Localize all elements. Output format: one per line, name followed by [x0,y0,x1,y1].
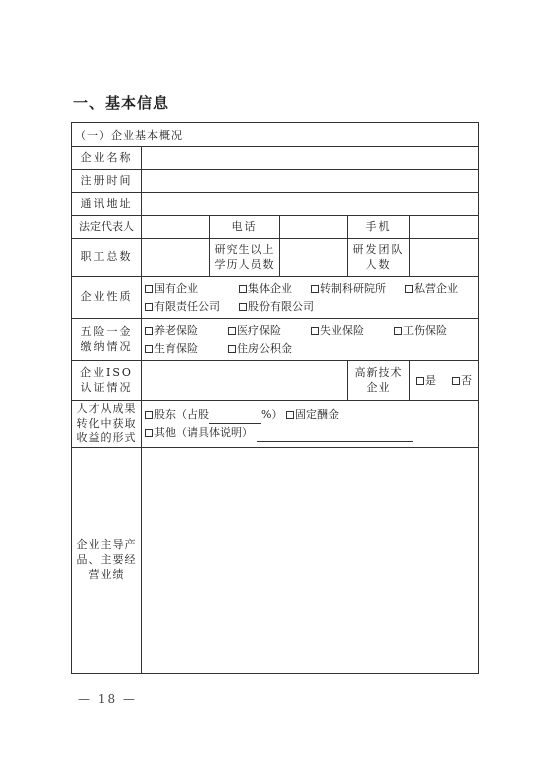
nature-option-research[interactable]: 转制科研院所 [311,280,405,297]
hightech-option-no[interactable]: 否 [452,372,472,389]
nature-option-joint-stock[interactable]: 股份有限公司 [239,298,314,315]
reg-time-label: 注册时间 [72,170,142,193]
mobile-label: 手机 [348,216,410,239]
checkbox-icon [145,285,153,293]
talent-label-line3: 收益的形式 [76,431,137,445]
checkbox-icon [311,327,319,335]
iso-label [72,361,142,401]
nature-option-limited[interactable]: 有限责任公司 [145,298,239,315]
products-field[interactable] [142,448,479,674]
checkbox-icon [239,303,247,311]
checkbox-icon [416,377,424,385]
insurance-option-maternity[interactable]: 生育保险 [145,340,228,357]
mobile-field[interactable] [410,216,479,239]
basic-info-table [71,122,479,674]
nature-option-private[interactable]: 私营企业 [405,280,458,297]
share-percent-field[interactable] [209,412,261,424]
hightech-options [410,361,479,401]
nature-option-state[interactable]: 国有企业 [145,280,239,297]
staff-total-field[interactable] [142,239,210,277]
nature-label: 企业性质 [72,277,142,319]
grad-staff-label-line1: 研究生以上 [214,242,275,256]
company-name-field[interactable] [142,147,479,170]
checkbox-icon [145,303,153,311]
rd-team-label-line2: 人数 [365,257,392,271]
grad-staff-label-line2: 学历人员数 [214,257,275,271]
checkbox-icon [286,411,294,419]
checkbox-icon [405,285,413,293]
insurance-label-line2: 缴纳情况 [80,339,133,353]
nature-option-collective[interactable]: 集体企业 [239,280,311,297]
insurance-label [72,319,142,361]
page-number: — 18 — [78,692,137,706]
hightech-option-yes[interactable]: 是 [416,372,452,389]
iso-field[interactable] [142,361,348,401]
staff-total-label: 职工总数 [72,239,142,277]
address-label: 通讯地址 [72,193,142,216]
legal-rep-label: 法定代表人 [72,216,142,239]
iso-label-line2: 认证情况 [80,380,133,394]
hightech-label-line2: 企业 [366,380,391,394]
checkbox-icon [145,345,153,353]
checkbox-icon [239,285,247,293]
rd-team-label [348,239,410,277]
rd-team-field[interactable] [410,239,479,277]
other-description-field[interactable] [257,430,413,442]
insurance-option-injury[interactable]: 工伤保险 [394,322,447,339]
checkbox-icon [311,285,319,293]
insurance-label-line1: 五险一金 [80,324,133,338]
hightech-label [348,361,410,401]
products-label-line2: 品、主要经 [76,553,137,567]
legal-rep-field[interactable] [142,216,210,239]
talent-label-line1: 人才从成果 [76,401,137,415]
address-field[interactable] [142,193,479,216]
checkbox-icon [452,377,460,385]
checkbox-icon [145,411,153,419]
talent-options [142,401,479,448]
insurance-option-medical[interactable]: 医疗保险 [228,322,311,339]
talent-option-fixed-pay[interactable]: 固定酬金 [286,406,339,424]
company-name-label: 企业名称 [72,147,142,170]
checkbox-icon [228,345,236,353]
phone-label: 电话 [210,216,280,239]
phone-field[interactable] [280,216,348,239]
rd-team-label-line1: 研发团队 [352,242,405,256]
talent-option-shareholder[interactable]: 股东（占股 %） [145,406,282,424]
hightech-label-line1: 高新技术 [354,365,403,379]
checkbox-icon [394,327,402,335]
insurance-options [142,319,479,361]
insurance-option-unemployment[interactable]: 失业保险 [311,322,394,339]
checkbox-icon [228,327,236,335]
talent-label-line2: 转化中获取 [76,416,137,430]
insurance-option-housing-fund[interactable]: 住房公积金 [228,340,292,357]
grad-staff-field[interactable] [280,239,348,277]
section-title: （一）企业基本概况 [72,123,479,147]
checkbox-icon [145,327,153,335]
grad-staff-label [210,239,280,277]
checkbox-icon [145,429,153,437]
products-label-line1: 企业主导产 [76,538,137,552]
page-heading: 一、基本信息 [73,94,170,112]
products-label-line3: 营业绩 [88,567,125,581]
nature-options [142,277,479,319]
insurance-option-pension[interactable]: 养老保险 [145,322,228,339]
iso-label-line1: 企业ISO [80,365,133,379]
products-label [72,448,142,674]
talent-option-other[interactable]: 其他（请具体说明） [145,424,413,442]
reg-time-field[interactable] [142,170,479,193]
talent-label [72,401,142,448]
